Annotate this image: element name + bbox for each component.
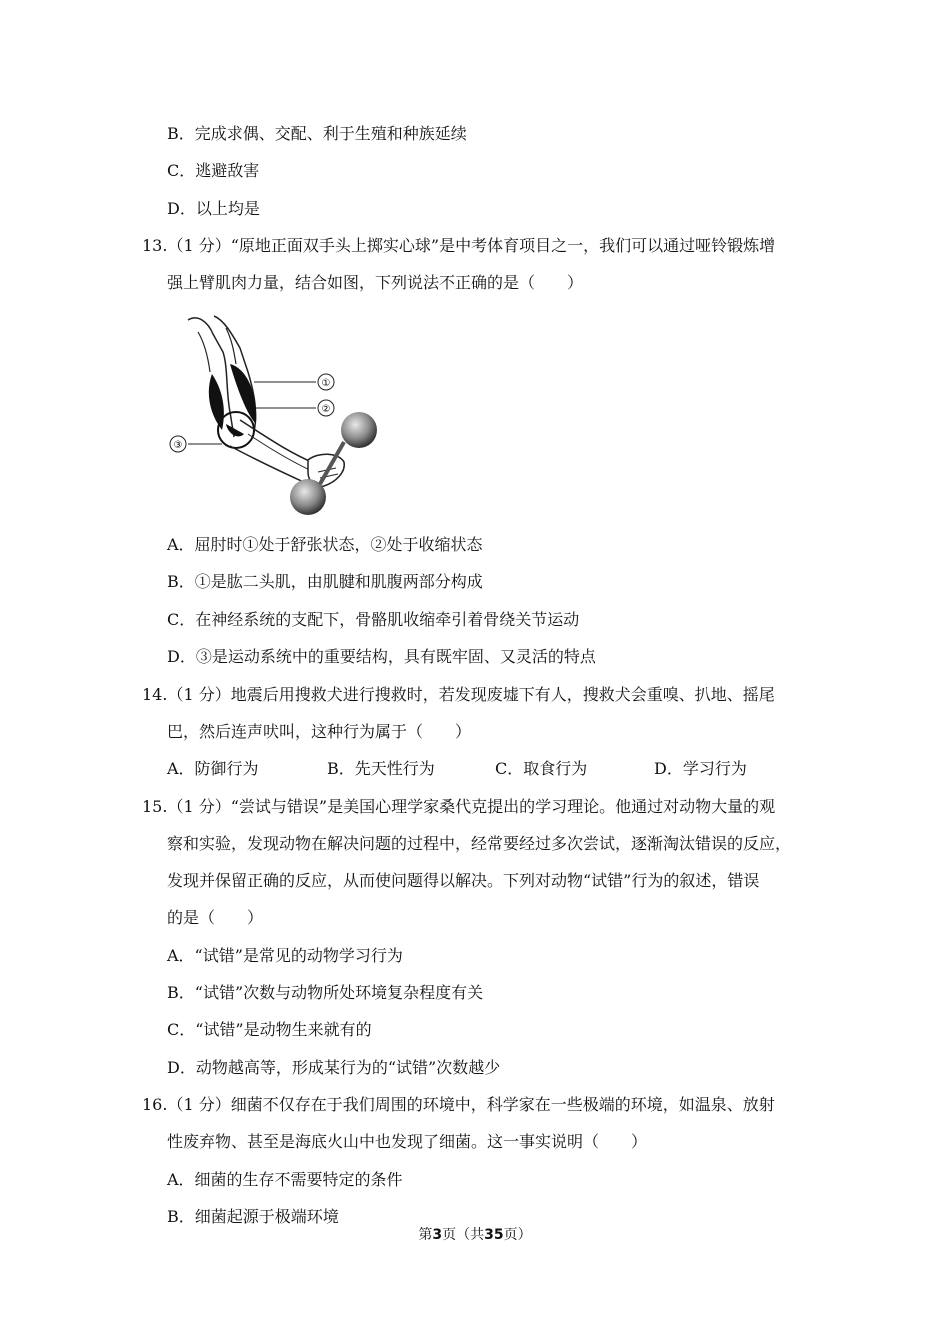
q15-stem-line3: 发现并保留正确的反应，从而使问题得以解决。下列对动物“试错”行为的叙述，错误 <box>167 871 760 890</box>
q13-option-b: B．①是肱二头肌，由肌腱和肌腹两部分构成 <box>167 572 483 591</box>
q12-option-c: C．逃避敌害 <box>167 161 260 180</box>
q14-option-b: B．先天性行为 <box>327 759 435 778</box>
q14-option-a: A．防御行为 <box>167 759 259 778</box>
q16-stem-line1: 16.（1 分）细菌不仅存在于我们周围的环境中，科学家在一些极端的环境，如温泉、放射 <box>142 1095 775 1114</box>
page-footer <box>0 1226 950 1244</box>
figure-label-1: ① <box>321 378 331 389</box>
q16-option-a: A．细菌的生存不需要特定的条件 <box>167 1170 403 1189</box>
q15-option-d: D．动物越高等，形成某行为的“试错”次数越少 <box>167 1058 501 1077</box>
q16-option-b: B．细菌起源于极端环境 <box>167 1207 339 1226</box>
q15-stem-line4: 的是（ ） <box>167 908 264 927</box>
q15-option-b: B．“试错”次数与动物所处环境复杂程度有关 <box>167 983 484 1002</box>
q16-stem-line2: 性废弃物、甚至是海底火山中也发现了细菌。这一事实说明（ ） <box>167 1132 648 1151</box>
q13-option-d: D．③是运动系统中的重要结构，具有既牢固、又灵活的特点 <box>167 647 596 666</box>
arm-dumbbell-illustration <box>168 312 388 518</box>
q14-stem-line1: 14.（1 分）地震后用搜救犬进行搜救时，若发现废墟下有人，搜救犬会重嗅、扒地、摇尾 <box>142 685 775 704</box>
q14-option-d: D．学习行为 <box>654 759 747 778</box>
footer-prefix: 第 <box>418 1227 433 1243</box>
q13-stem-line2: 强上臂肌肉力量，结合如图，下列说法不正确的是（ ） <box>167 273 584 292</box>
q13-option-a: A．屈肘时①处于舒张状态，②处于收缩状态 <box>167 535 483 554</box>
q14-stem-line2: 巴，然后连声吠叫，这种行为属于（ ） <box>167 722 472 741</box>
q12-option-b: B．完成求偶、交配、利于生殖和种族延续 <box>167 124 467 143</box>
q14-option-c: C．取食行为 <box>495 759 588 778</box>
current-page-number: 3 <box>432 1227 443 1243</box>
q13-stem-line1: 13.（1 分）“原地正面双手头上掷实心球”是中考体育项目之一，我们可以通过哑铃锻炼增 <box>142 236 776 255</box>
q15-option-a: A．“试错”是常见的动物学习行为 <box>167 946 403 965</box>
q12-option-d: D．以上均是 <box>167 199 260 218</box>
q13-option-c: C．在神经系统的支配下，骨骼肌收缩牵引着骨绕关节运动 <box>167 610 580 629</box>
q15-stem-line1: 15.（1 分）“尝试与错误”是美国心理学家桑代克提出的学习理论。他通过对动物大量的观 <box>142 797 776 816</box>
footer-mid: 页（共 <box>442 1227 485 1243</box>
figure-label-2: ② <box>321 404 331 415</box>
footer-suffix: 页） <box>503 1227 532 1243</box>
arm-muscle-figure <box>168 312 388 518</box>
q15-option-c: C．“试错”是动物生来就有的 <box>167 1020 372 1039</box>
figure-label-3: ③ <box>173 440 183 451</box>
q15-stem-line2: 察和实验，发现动物在解决问题的过程中，经常要经过多次尝试，逐渐淘汰错误的反应， <box>167 834 792 853</box>
total-page-count: 35 <box>484 1227 504 1243</box>
